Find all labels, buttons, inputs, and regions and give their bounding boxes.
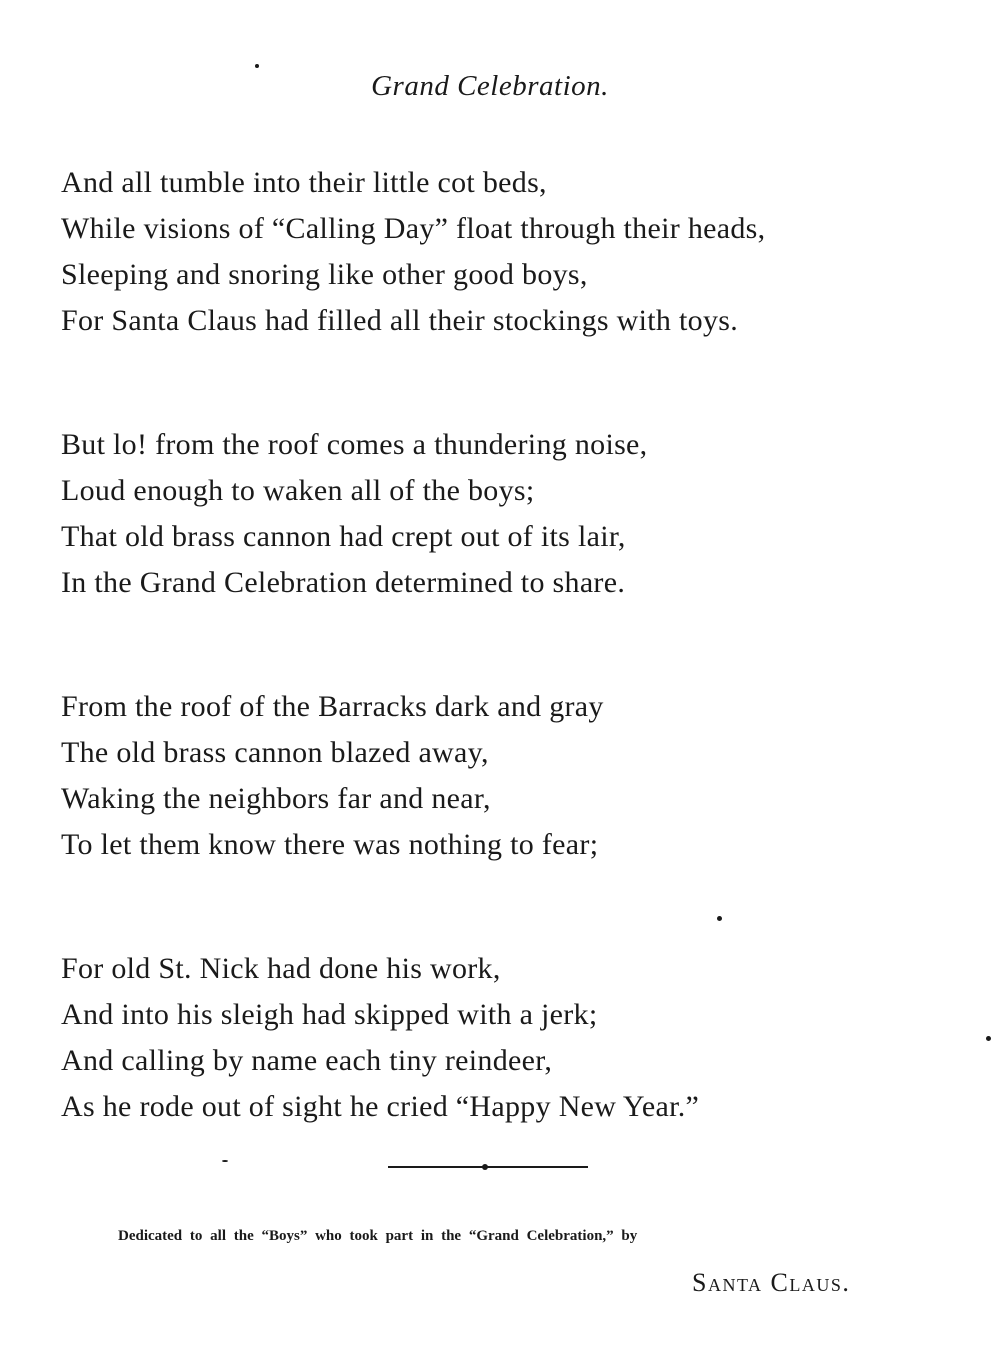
verse-line: And calling by name each tiny reindeer, xyxy=(61,1044,553,1077)
verse-line: To let them know there was nothing to fear; xyxy=(61,828,599,861)
verse-line: And into his sleigh had skipped with a jerk; xyxy=(61,998,598,1031)
verse-line: For old St. Nick had done his work, xyxy=(61,952,501,985)
divider-ornament xyxy=(482,1164,488,1170)
ink-speck xyxy=(222,1160,228,1162)
verse-line: While visions of “Calling Day” float through their heads, xyxy=(61,212,766,245)
ink-speck xyxy=(717,916,722,921)
verse-line: The old brass cannon blazed away, xyxy=(61,736,489,769)
stanza xyxy=(61,946,699,1130)
verse-line: But lo! from the roof comes a thundering noise, xyxy=(61,428,648,461)
verse-line: Waking the neighbors far and near, xyxy=(61,782,491,815)
verse-line: For Santa Claus had filled all their stockings with toys. xyxy=(61,304,739,337)
stanza xyxy=(61,684,604,868)
verse-line: And all tumble into their little cot beds, xyxy=(61,166,547,199)
verse-line: Loud enough to waken all of the boys; xyxy=(61,474,535,507)
ornamental-divider xyxy=(388,1166,588,1168)
page-title: Grand Celebration. xyxy=(371,70,609,102)
verse-line: Sleeping and snoring like other good boys, xyxy=(61,258,588,291)
stanza xyxy=(61,422,647,606)
ink-speck xyxy=(255,64,259,68)
stanza xyxy=(61,160,765,344)
verse-line: As he rode out of sight he cried “Happy New Year.” xyxy=(61,1090,700,1123)
verse-line: From the roof of the Barracks dark and gray xyxy=(61,690,604,723)
dedication: Dedicated to all the “Boys” who took part in the “Grand Celebration,” by xyxy=(118,1228,638,1244)
verse-line: In the Grand Celebration determined to share. xyxy=(61,566,626,599)
verse-line: That old brass cannon had crept out of its lair, xyxy=(61,520,626,553)
signature: Santa Claus. xyxy=(692,1268,851,1297)
ink-speck xyxy=(986,1036,991,1041)
